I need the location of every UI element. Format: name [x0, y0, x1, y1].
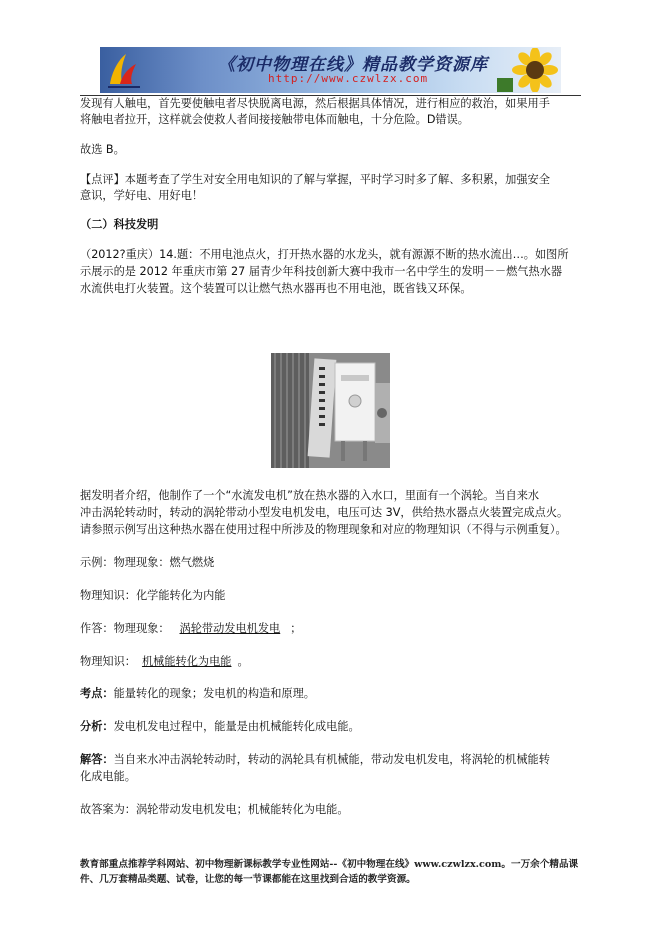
final-answer: 故答案为：涡轮带动发电机发电；机械能转化为电能。	[80, 803, 349, 816]
fenxi-label: 分析：	[80, 720, 114, 733]
water-heater-photo	[271, 353, 390, 468]
header-banner	[100, 47, 561, 93]
comment-line: 【点评】本题考查了学生对安全用电知识的了解与掌握，平时学习时多了解、多积累，加强安全	[80, 173, 550, 186]
comment-line: 意识，学好电、用好电！	[80, 189, 204, 202]
knowledge-end: 。	[237, 655, 249, 668]
kaodian-label: 考点：	[80, 687, 114, 700]
section-heading: （二）科技发明	[80, 218, 159, 231]
jieda-text: 当自来水冲击涡轮转动时，转动的涡轮具有机械能，带动发电机发电，将涡轮的机械能转	[113, 753, 550, 766]
answer-end: ；	[290, 622, 302, 635]
description-line: 冲击涡轮转动时，转动的涡轮带动小型发电机发电，电压可达 3V，供给热水器点火装置完成点火。	[80, 506, 569, 519]
footer-line: 教育部重点推荐学科网站、初中物理新课标教学专业性网站--《初中物理在线》www.czwlzx.com。一万余个精品课	[80, 859, 579, 870]
description-line: 据发明者介绍，他制作了一个“水流发电机”放在热水器的入水口，里面有一个涡轮。当自来水	[80, 489, 540, 502]
fenxi-text: 发电机发电过程中，能量是由机械能转化成电能。	[113, 720, 360, 733]
knowledge-value: 机械能转化为电能	[141, 655, 232, 668]
fenxi-line	[80, 719, 360, 735]
example-phenomenon: 示例：物理现象：燃气燃烧	[80, 556, 215, 569]
knowledge-label: 物理知识：	[80, 655, 136, 668]
example-knowledge: 物理知识：化学能转化为内能	[80, 589, 226, 602]
kaodian-line	[80, 686, 315, 702]
jieda-label: 解答：	[80, 753, 114, 766]
question-line: 示展示的是 2012 年重庆市第 27 届青少年科技创新大赛中我市一名中学生的发明－－燃气热水器	[80, 265, 563, 278]
site-logo-icon	[104, 50, 144, 90]
answer-value: 涡轮带动发电机发电	[179, 622, 281, 635]
question-line: （2012?重庆）14.题：不用电池点火，打开热水器的水龙头，就有源源不断的热水流出…。如图所	[80, 248, 569, 261]
kaodian-text: 能量转化的现象；发电机的构造和原理。	[113, 687, 315, 700]
answer-label: 作答：物理现象：	[80, 622, 170, 635]
question-line: 水流供电打火装置。这个装置可以让燃气热水器再也不用电池，既省钱又环保。	[80, 282, 472, 295]
jieda-line	[80, 752, 550, 768]
footer-line: 件、几万套精品类题、试卷，让您的每一节课都能在这里找到合适的教学资源。	[80, 874, 416, 885]
sunflower-icon	[495, 48, 559, 92]
answer-knowledge	[80, 654, 249, 670]
paragraph-line: 将触电者拉开，这样就会使救人者间接接触带电体而触电，十分危险。D错误。	[80, 113, 469, 126]
answer-phenomenon	[80, 621, 301, 637]
banner-url: http://www.czwlzx.com	[268, 72, 429, 85]
jieda-line2: 化成电能。	[80, 770, 136, 783]
banner-title: 《初中物理在线》精品教学资源库	[218, 55, 488, 75]
paragraph-line: 发现有人触电，首先要使触电者尽快脱离电源，然后根据具体情况，进行相应的救治，如果用手	[80, 97, 550, 110]
description-line: 请参照示例写出这种热水器在使用过程中所涉及的物理现象和对应的物理知识（不得与示例重复）。	[80, 523, 567, 536]
conclusion-line: 故选 B。	[80, 143, 125, 156]
